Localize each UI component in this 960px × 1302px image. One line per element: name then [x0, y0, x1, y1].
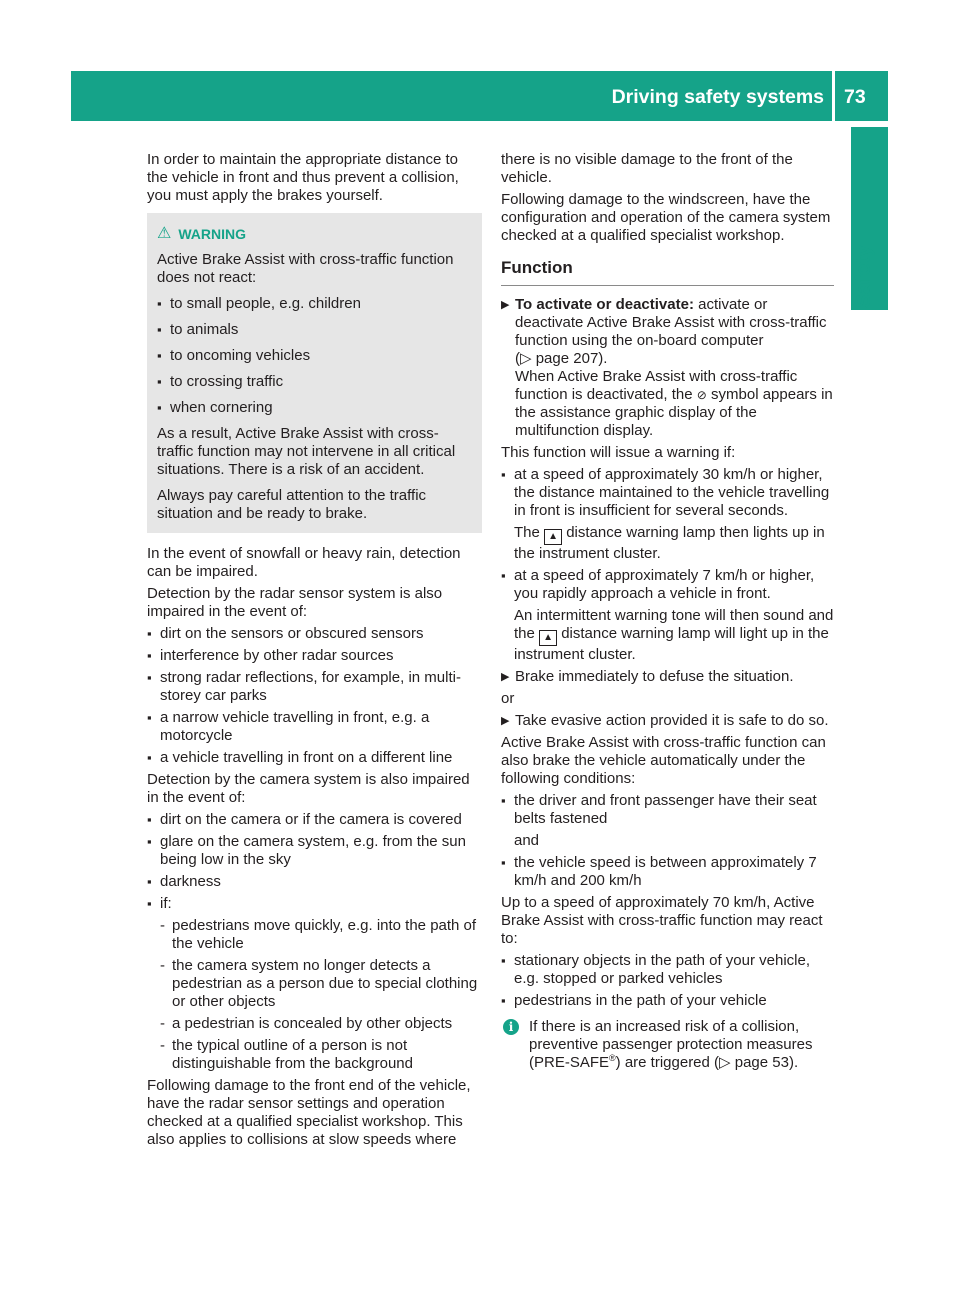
bullet-icon: ▪	[501, 467, 506, 482]
sub-list-item: - a pedestrian is concealed by other objects	[160, 1015, 453, 1032]
list-item: ▪ when cornering	[157, 399, 273, 416]
section-tab-label: Safety	[852, 244, 875, 308]
list-item: ▪ to oncoming vehicles	[157, 347, 311, 364]
list-item: ▪ to crossing traffic	[157, 373, 284, 390]
bullet-icon: ▪	[157, 348, 162, 363]
list-item: ▪ at a speed of approximately 7 km/h or higher, you rapidly approach a vehicle in front. An intermittent warning tone will then sound and the ▲ distance warning lamp will light up in the instrument cluster.	[501, 567, 834, 663]
paragraph-warning-if: This function will issue a warning if:	[501, 444, 736, 461]
list-item: ▪ interference by other radar sources	[147, 647, 394, 664]
bullet-icon: ▪	[147, 874, 152, 889]
step-arrow-icon: ▶	[501, 671, 510, 683]
list-item: ▪ to small people, e.g. children	[157, 295, 361, 312]
paragraph-damage: Following damage to the front end of the vehicle, have the radar sensor settings and operation checked at a qualified specialist workshop. This also applies to collisions at slow speeds where	[147, 1077, 471, 1148]
bullet-icon: ▪	[501, 953, 506, 968]
info-icon: i	[503, 1019, 519, 1035]
dash-icon: -	[160, 1015, 165, 1032]
dash-icon: -	[160, 917, 165, 934]
bullet-icon: ▪	[501, 855, 506, 870]
warning-advice: Always pay careful attention to the traffic situation and be ready to brake.	[157, 487, 427, 522]
step-evasive: ▶ Take evasive action provided it is safe to do so.	[501, 712, 829, 729]
bullet-icon: ▪	[501, 993, 506, 1008]
warning-result: As a result, Active Brake Assist with cross-traffic function may not intervene in all critical situations. There is a risk of an accident.	[157, 425, 456, 478]
or-text: or	[501, 690, 515, 707]
brake-assist-off-icon: ⊘	[696, 388, 707, 402]
list-item: ▪ to animals	[157, 321, 239, 338]
left-column	[147, 151, 482, 1153]
bullet-icon: ▪	[147, 670, 152, 685]
paragraph-camera: Detection by the camera system is also impaired in the event of:	[147, 771, 470, 806]
page-reference-link[interactable]: page 207).	[535, 350, 608, 367]
page-reference-link[interactable]: page 53).	[734, 1054, 799, 1071]
page-number: 73	[844, 86, 866, 108]
distance-warning-lamp-icon: ▲	[544, 529, 562, 545]
bullet-icon: ▪	[147, 710, 152, 725]
dash-icon: -	[160, 1037, 165, 1054]
step-brake: ▶ Brake immediately to defuse the situation.	[501, 668, 794, 685]
bullet-icon: ▪	[157, 374, 162, 389]
list-item: ▪ the vehicle speed is between approximately 7 km/h and 200 km/h	[501, 854, 817, 889]
page-reference-arrow-icon: ▷	[520, 350, 532, 367]
list-item: ▪ if:	[147, 895, 172, 912]
sub-list-item: - pedestrians move quickly, e.g. into the path of the vehicle	[160, 917, 477, 952]
list-item: ▪ a narrow vehicle travelling in front, e.g. a motorcycle	[147, 709, 430, 744]
warning-box	[147, 213, 482, 533]
bullet-icon: ▪	[147, 834, 152, 849]
distance-warning-lamp-icon: ▲	[539, 630, 557, 646]
list-item: ▪ strong radar reflections, for example, in multi-storey car parks	[147, 669, 461, 704]
bullet-icon: ▪	[501, 568, 506, 583]
list-item: ▪ stationary objects in the path of your vehicle, e.g. stopped or parked vehicles	[501, 952, 811, 987]
function-heading: Function	[501, 259, 834, 286]
list-item: ▪ dirt on the camera or if the camera is covered	[147, 811, 462, 828]
step-arrow-icon: ▶	[501, 715, 510, 727]
list-item: ▪ a vehicle travelling in front on a different line	[147, 749, 453, 766]
bullet-icon: ▪	[157, 296, 162, 311]
bullet-icon: ▪	[147, 750, 152, 765]
step-activate: ▶ To activate or deactivate: activate or deactivate Active Brake Assist with cross-traffic function using the on-board computer (▷ page 207). When Active Brake Assist with cross-traffic function is deactivated, the ⊘ symbol appears in the assistance graphic display of the multifunction display.	[501, 296, 833, 439]
paragraph-radar: Detection by the radar sensor system is also impaired in the event of:	[147, 585, 443, 620]
list-item: ▪ darkness	[147, 873, 221, 890]
dash-icon: -	[160, 957, 165, 974]
bullet-icon: ▪	[157, 400, 162, 415]
header-separator	[832, 71, 835, 121]
right-column	[501, 151, 834, 1072]
sub-list-item: - the camera system no longer detects a pedestrian as a person due to special clothing or other objects	[160, 957, 478, 1010]
info-note: i If there is an increased risk of a collision, preventive passenger protection measures (PRE-SAFE®) are triggered (▷ page 53).	[501, 1018, 834, 1072]
bullet-icon: ▪	[147, 896, 152, 911]
sub-list-item: - the typical outline of a person is not distinguishable from the background	[160, 1037, 413, 1072]
bullet-icon: ▪	[157, 322, 162, 337]
bullet-icon: ▪	[501, 793, 506, 808]
list-item: ▪ the driver and front passenger have their seat belts fastened and	[501, 792, 817, 849]
intro-paragraph: In order to maintain the appropriate distance to the vehicle in front and thus prevent a collision, you must apply the brakes yourself.	[147, 151, 459, 204]
warning-triangle-icon: ⚠	[157, 225, 172, 242]
bullet-icon: ▪	[147, 626, 152, 641]
warning-header	[157, 225, 474, 243]
warning-lead: Active Brake Assist with cross-traffic function does not react:	[157, 251, 454, 286]
header-title: Driving safety systems	[611, 86, 824, 108]
paragraph-auto-brake: Active Brake Assist with cross-traffic function can also brake the vehicle automatically under the following conditions:	[501, 734, 826, 787]
bullet-icon: ▪	[147, 648, 152, 663]
list-item: ▪ at a speed of approximately 30 km/h or higher, the distance maintained to the vehicle travelling in front is insufficient for several seconds. The ▲ distance warning lamp then lights up in the instrument cluster.	[501, 466, 830, 562]
warning-title: WARNING	[178, 226, 247, 242]
bullet-icon: ▪	[147, 812, 152, 827]
page-reference-arrow-icon: ▷	[719, 1054, 731, 1071]
list-item: ▪ glare on the camera system, e.g. from the sun being low in the sky	[147, 833, 466, 868]
paragraph-up-to: Up to a speed of approximately 70 km/h, Active Brake Assist with cross-traffic function may react to:	[501, 894, 823, 947]
paragraph-windscreen: Following damage to the windscreen, have the configuration and operation of the camera system checked at a qualified specialist workshop.	[501, 191, 831, 244]
paragraph-continued: there is no visible damage to the front of the vehicle.	[501, 151, 793, 186]
paragraph-snowfall: In the event of snowfall or heavy rain, detection can be impaired.	[147, 545, 461, 580]
list-item: ▪ dirt on the sensors or obscured sensors	[147, 625, 424, 642]
step-arrow-icon: ▶	[501, 299, 510, 311]
list-item: ▪ pedestrians in the path of your vehicle	[501, 992, 767, 1009]
